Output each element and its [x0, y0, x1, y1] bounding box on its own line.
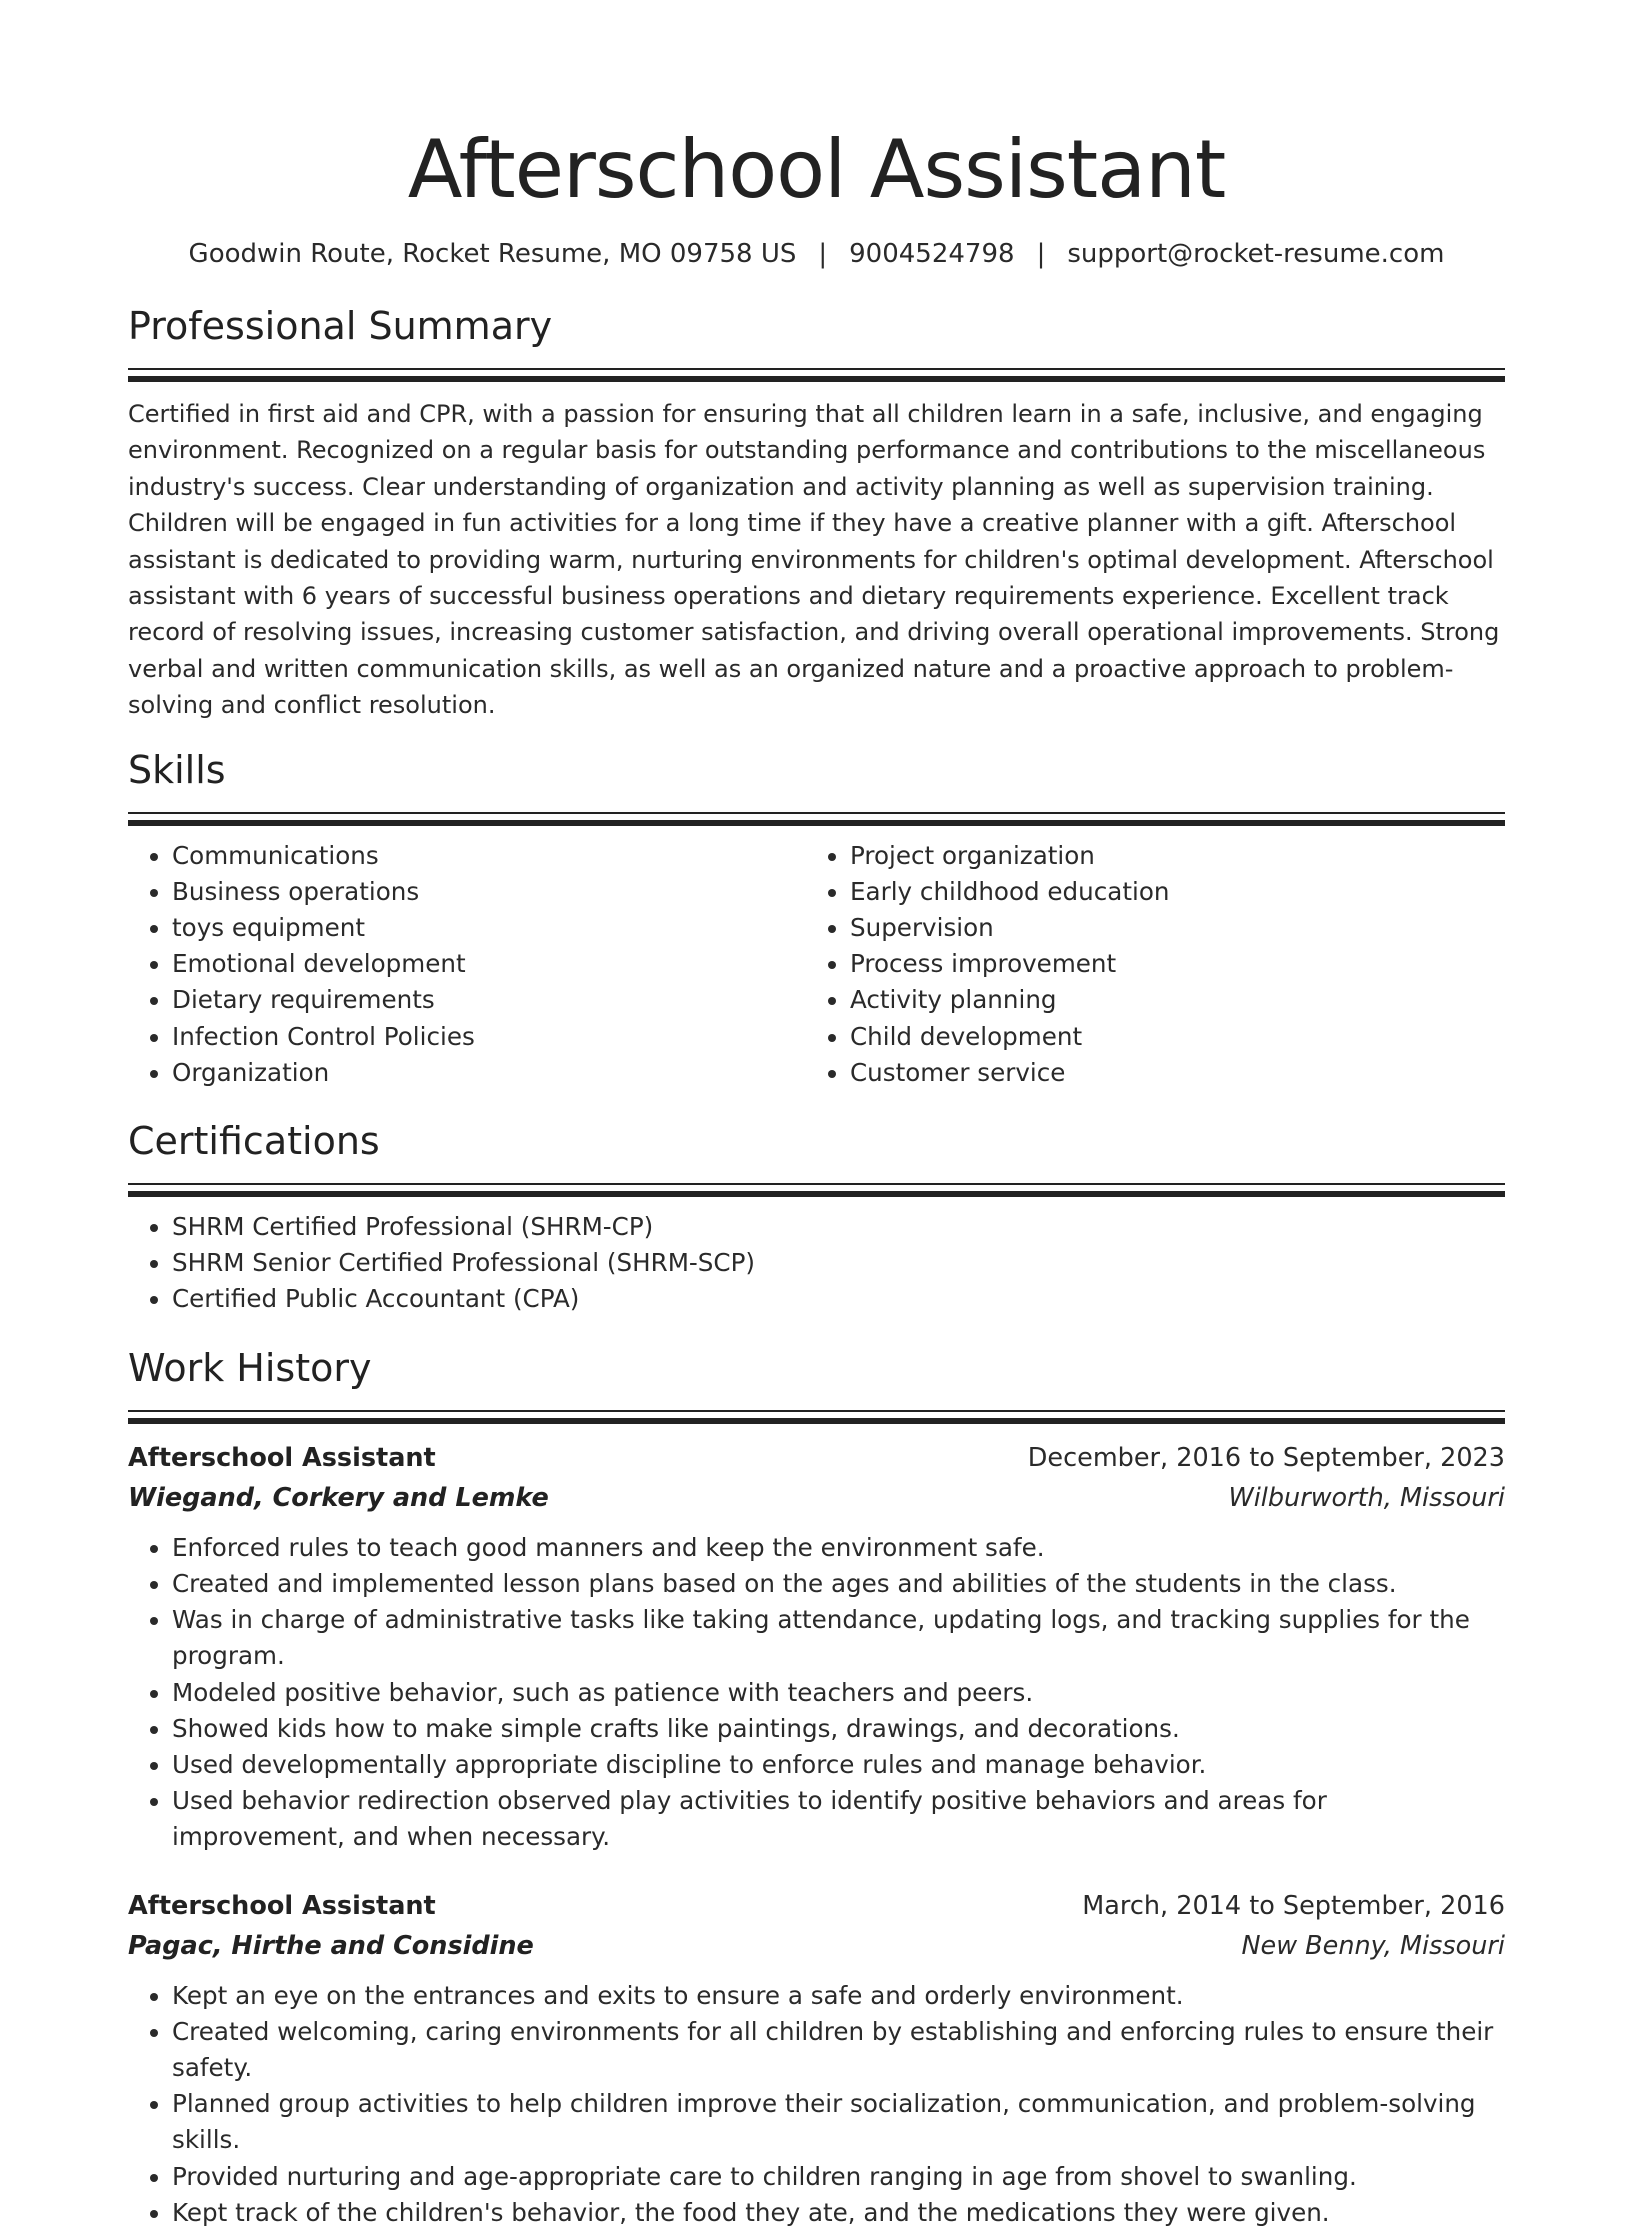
certification-item: • SHRM Certified Professional (SHRM-CP)	[172, 1209, 1505, 1245]
skill-item: • Activity planning	[850, 982, 1505, 1018]
job-bullet: • Enforced rules to teach good manners and keep the environment safe.	[172, 1530, 1505, 1566]
certification-item: • SHRM Senior Certified Professional (SHRM-SCP)	[172, 1245, 1505, 1281]
section-title-certifications: Certifications	[128, 1119, 380, 1164]
skill-item: • Organization	[172, 1055, 806, 1091]
job-bullet: • Used behavior redirection observed play activities to identify positive behaviors and areas for improvement, and when necessary.	[172, 1783, 1505, 1855]
skill-item: • Dietary requirements	[172, 982, 806, 1018]
skill-item: • Communications	[172, 838, 806, 874]
skill-item: • Early childhood education	[850, 874, 1505, 910]
skills-list-right	[806, 838, 1505, 1091]
certification-item: • Certified Public Accountant (CPA)	[172, 1281, 1505, 1317]
job-bullet: • Created welcoming, caring environments for all children by establishing and enforcing rules to ensure their safety.	[172, 2014, 1505, 2086]
section-divider	[128, 1183, 1505, 1197]
skill-item: • Infection Control Policies	[172, 1019, 806, 1055]
job-company: Pagac, Hirthe and Considine	[128, 1930, 534, 1961]
section-divider	[128, 812, 1505, 826]
job-bullet: • Modeled positive behavior, such as patience with teachers and peers.	[172, 1675, 1505, 1711]
skill-item: • Emotional development	[172, 946, 806, 982]
job-location: Wilburworth, Missouri	[1228, 1482, 1505, 1513]
section-title-summary: Professional Summary	[128, 304, 553, 348]
job-title: Afterschool Assistant	[128, 1442, 436, 1473]
skill-item: • Customer service	[850, 1055, 1505, 1091]
job-header	[128, 1886, 1505, 1926]
job-bullet: • Showed kids how to make simple crafts like paintings, drawings, and decorations.	[172, 1711, 1505, 1747]
section-title-skills: Skills	[128, 747, 226, 792]
skill-item: • Project organization	[850, 838, 1505, 874]
job-title: Afterschool Assistant	[128, 1890, 436, 1921]
job-bullet: • Used developmentally appropriate discipline to enforce rules and manage behavior.	[172, 1747, 1505, 1783]
job-dates: December, 2016 to September, 2023	[1027, 1442, 1505, 1473]
job-bullet: • Kept an eye on the entrances and exits to ensure a safe and orderly environment.	[172, 1978, 1505, 2014]
job-bullet: • Provided nurturing and age-appropriate care to children ranging in age from shovel to swanling.	[172, 2159, 1505, 2195]
skill-item: • Supervision	[850, 910, 1505, 946]
section-title-work-history: Work History	[128, 1345, 372, 1390]
contact-address: Goodwin Route, Rocket Resume, MO 09758 US	[188, 239, 797, 269]
job-location: New Benny, Missouri	[1241, 1930, 1505, 1961]
resume-name: Afterschool Assistant	[407, 123, 1226, 216]
section-divider	[128, 368, 1505, 382]
job-dates: March, 2014 to September, 2016	[1082, 1890, 1505, 1921]
job-bullets	[128, 1530, 1505, 1856]
job-header	[128, 1438, 1505, 1478]
summary-text: Certified in first aid and CPR, with a passion for ensuring that all children learn in a safe, inclusive, and engaging environment. Recognized on a regular basis for outstanding performance and contributions to the miscellaneous industry's success. Clear understanding of organization and activity planning as well as supervision training. Children will be engaged in fun activities for a long time if they have a creative planner with a gift. Afterschool assistant is dedicated to providing warm, nurturing environments for children's optimal development. Afterschool assistant with 6 years of successful business operations and dietary requirements experience. Excellent track record of resolving issues, increasing customer satisfaction, and driving overall operational improvements. Strong verbal and written communication skills, as well as an organized nature and a proactive approach to problem-solving and conflict resolution.	[128, 400, 1500, 720]
contact-separator: |	[818, 239, 828, 269]
job-subheader	[128, 1926, 1505, 1966]
job-bullet: • Kept track of the children's behavior, the food they ate, and the medications they were given.	[172, 2195, 1505, 2231]
summary-section	[128, 302, 1505, 724]
certifications-list	[128, 1209, 1505, 1318]
certifications-section	[128, 1117, 1505, 1318]
contact-separator: |	[1036, 239, 1046, 269]
job-bullet: • Planned group activities to help children improve their socialization, communication, and problem-solving skills.	[172, 2086, 1505, 2158]
job-bullet: • Created and implemented lesson plans based on the ages and abilities of the students in the class.	[172, 1566, 1505, 1602]
job-subheader	[128, 1478, 1505, 1518]
skills-list-left	[128, 838, 806, 1091]
section-divider	[128, 1410, 1505, 1424]
skill-item: • toys equipment	[172, 910, 806, 946]
resume-page	[128, 0, 1505, 2231]
contact-email: support@rocket-resume.com	[1067, 239, 1445, 269]
work-history-section	[128, 1344, 1505, 2231]
skill-item: • Business operations	[172, 874, 806, 910]
job-entry	[128, 1886, 1505, 2231]
skills-section	[128, 746, 1505, 1091]
job-bullet: • Was in charge of administrative tasks like taking attendance, updating logs, and tracking supplies for the program.	[172, 1602, 1505, 1674]
skill-item: • Child development	[850, 1019, 1505, 1055]
contact-line	[128, 236, 1505, 272]
skill-item: • Process improvement	[850, 946, 1505, 982]
job-bullets	[128, 1978, 1505, 2231]
job-company: Wiegand, Corkery and Lemke	[128, 1482, 549, 1513]
skills-grid	[128, 838, 1505, 1091]
contact-phone: 9004524798	[849, 239, 1015, 269]
job-entry	[128, 1438, 1505, 1856]
